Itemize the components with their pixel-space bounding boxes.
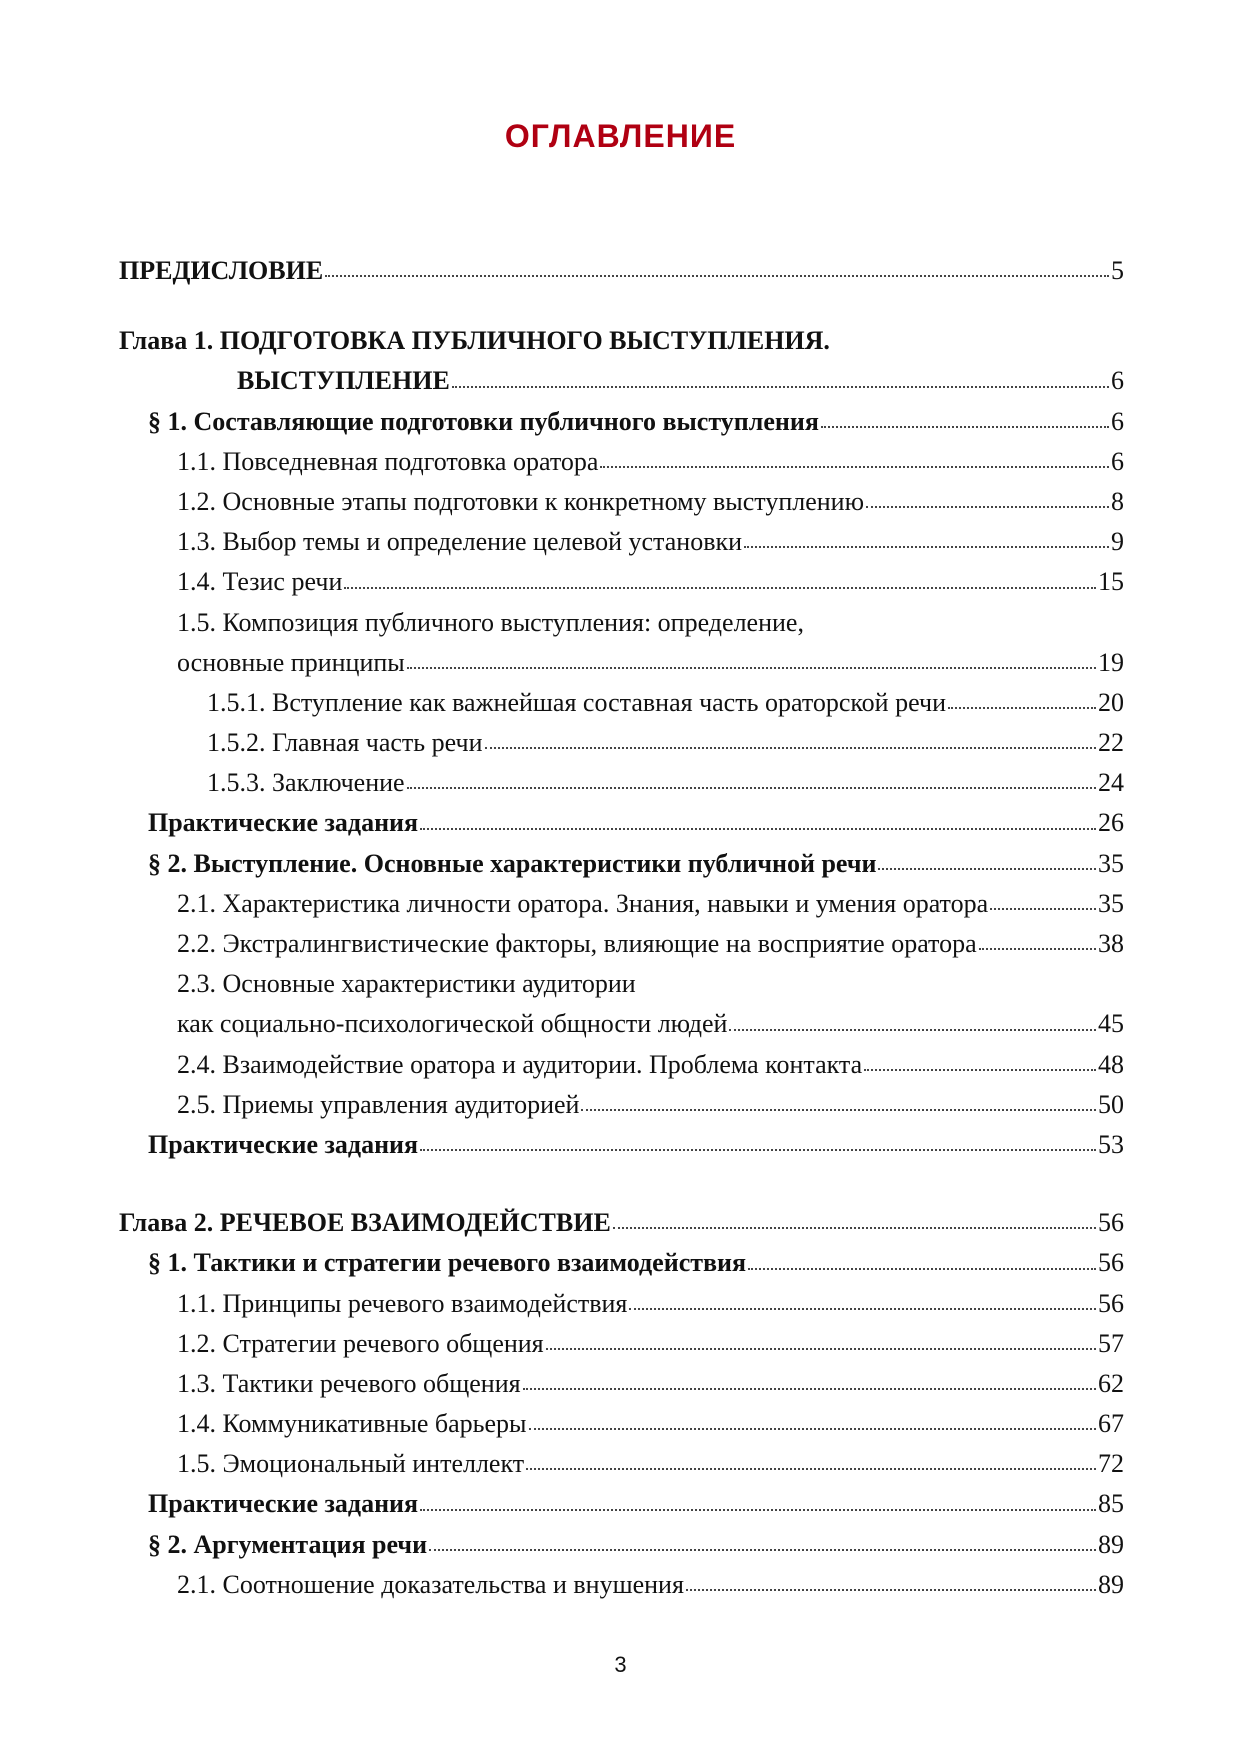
- toc-entry-title: Практические задания: [148, 1489, 419, 1519]
- toc-entry-title: 2.2. Экстралингвистические факторы, влияющие на восприятие оратора: [177, 929, 977, 958]
- toc-entry-page: 53: [1098, 1129, 1124, 1159]
- toc-leader-dots: [429, 1549, 1096, 1551]
- page-number: 3: [614, 1652, 627, 1677]
- toc-leader-dots: [485, 747, 1096, 749]
- toc-entry-page: 35: [1098, 848, 1124, 878]
- toc-entry-title: ВЫСТУПЛЕНИЕ: [237, 366, 450, 396]
- toc-entry: [119, 1364, 1124, 1404]
- toc-entry-title: 1.3. Тактики речевого общения: [177, 1368, 521, 1398]
- toc-entry-page: 85: [1098, 1489, 1124, 1519]
- toc-entry-title: ПРЕДИСЛОВИЕ: [119, 256, 324, 285]
- toc-leader-dots: [546, 1348, 1096, 1350]
- toc-entry-page: 26: [1098, 808, 1124, 838]
- toc-leader-dots: [420, 828, 1096, 830]
- toc-entry-page: 24: [1098, 768, 1124, 798]
- toc-entry: [119, 803, 1124, 843]
- toc-leader-dots: [407, 667, 1096, 669]
- toc-entry: [119, 1324, 1124, 1364]
- toc-entry-title: основные принципы: [177, 647, 405, 677]
- toc-leader-dots: [686, 1589, 1096, 1591]
- toc-entry: [119, 964, 1124, 1004]
- toc-entry-title: 1.1. Принципы речевого взаимодействия: [177, 1288, 628, 1318]
- toc-leader-dots: [990, 908, 1096, 910]
- toc-entry: [119, 1243, 1124, 1283]
- toc-leader-dots: [452, 386, 1109, 388]
- toc-entry: [119, 562, 1124, 602]
- toc-entry: [119, 442, 1124, 482]
- toc-entry-title: 2.3. Основные характеристики аудитории: [177, 969, 636, 999]
- toc-entry-title: 1.5.3. Заключение: [207, 768, 405, 798]
- toc-entry-title: 1.4. Тезис речи: [177, 567, 343, 597]
- toc-entry-title: 1.5. Эмоциональный интеллект: [177, 1449, 525, 1479]
- toc-entry: [119, 1444, 1124, 1484]
- toc-entry-page: 15: [1098, 567, 1124, 597]
- toc-leader-dots: [613, 1227, 1096, 1229]
- toc-entry-page: 56: [1098, 1208, 1124, 1238]
- toc-entry-title: 2.4. Взаимодействие оратора и аудитории. Проблема контакта: [177, 1049, 863, 1079]
- toc-entry-title: 1.3. Выбор темы и определение целевой установки: [177, 527, 743, 557]
- toc-entry-page: 9: [1111, 527, 1124, 557]
- toc-leader-dots: [420, 1509, 1096, 1511]
- toc-entry: [119, 522, 1124, 562]
- toc-entry: [119, 763, 1124, 803]
- toc-entry: [119, 683, 1124, 723]
- toc-entry-page: 6: [1111, 446, 1124, 476]
- toc-entry-page: 6: [1111, 366, 1124, 396]
- toc-entry: [119, 1525, 1124, 1565]
- toc-leader-dots: [948, 707, 1096, 709]
- toc-entry: [119, 321, 1124, 361]
- toc-entry-page: 57: [1098, 1328, 1124, 1358]
- toc-leader-dots: [325, 275, 1109, 277]
- toc-entry-title: Глава 1. ПОДГОТОВКА ПУБЛИЧНОГО ВЫСТУПЛЕНИЯ.: [119, 326, 830, 356]
- toc-entry: [119, 723, 1124, 763]
- toc-leader-dots: [581, 1109, 1096, 1111]
- toc-entry-title: 2.1. Характеристика личности оратора. Знания, навыки и умения оратора: [177, 888, 989, 918]
- toc-leader-dots: [878, 868, 1096, 870]
- toc-entry-title: § 2. Выступление. Основные характеристики публичной речи: [148, 848, 877, 878]
- toc-entry-page: 35: [1098, 888, 1124, 918]
- toc-entry: [119, 482, 1124, 522]
- toc-entry-title: Практические задания: [148, 808, 419, 838]
- toc-entry-page: 38: [1098, 929, 1124, 958]
- toc-entry-page: 8: [1111, 486, 1124, 516]
- toc-entry-page: 56: [1098, 1288, 1124, 1318]
- toc-entry: [119, 1045, 1124, 1085]
- toc-entry-title: 1.5.2. Главная часть речи: [207, 728, 483, 758]
- toc-entry-title: 1.1. Повседневная подготовка оратора: [177, 446, 599, 476]
- toc-entry-page: 19: [1098, 647, 1124, 677]
- toc-leader-dots: [864, 1069, 1096, 1071]
- toc-entry: [119, 1125, 1124, 1165]
- toc-entry: [119, 402, 1124, 442]
- toc-entry-page: 67: [1098, 1409, 1124, 1439]
- toc-leader-dots: [744, 546, 1109, 548]
- toc-entry: [119, 1203, 1124, 1243]
- toc-entry: [119, 643, 1124, 683]
- toc-entry-title: § 2. Аргументация речи: [148, 1529, 428, 1559]
- toc-entry: [119, 1004, 1124, 1044]
- toc-entry-title: Практические задания: [148, 1129, 419, 1159]
- toc-leader-dots: [407, 787, 1096, 789]
- toc-entry: [119, 1284, 1124, 1324]
- toc-leader-dots: [979, 948, 1096, 950]
- toc-entry-title: § 1. Тактики и стратегии речевого взаимодействия: [148, 1248, 747, 1278]
- toc-entry-page: 72: [1098, 1449, 1124, 1479]
- toc-leader-dots: [729, 1029, 1096, 1031]
- toc-entry-page: 22: [1098, 728, 1124, 758]
- toc-leader-dots: [529, 1428, 1096, 1430]
- toc-leader-dots: [629, 1308, 1096, 1310]
- toc-entry-title: 1.5. Композиция публичного выступления: определение,: [177, 607, 804, 637]
- toc-entry: [119, 1404, 1124, 1444]
- toc-entry: [119, 361, 1124, 401]
- toc-entry-title: 2.1. Соотношение доказательства и внушения: [177, 1569, 684, 1599]
- toc-entry-page: 6: [1111, 406, 1124, 436]
- toc-entry: [119, 884, 1124, 924]
- page-title: ОГЛАВЛЕНИЕ: [504, 118, 737, 154]
- toc-leader-dots: [420, 1149, 1096, 1151]
- toc-leader-dots: [821, 426, 1109, 428]
- toc-leader-dots: [866, 506, 1109, 508]
- toc-leader-dots: [523, 1388, 1096, 1390]
- toc-entry-title: 1.2. Основные этапы подготовки к конкретному выступлению: [177, 486, 865, 516]
- toc-entry: [119, 251, 1124, 291]
- toc-entry: [119, 1484, 1124, 1524]
- toc-entry: [119, 924, 1124, 964]
- toc-entry-page: 20: [1098, 687, 1124, 717]
- toc-leader-dots: [748, 1268, 1096, 1270]
- toc-entry-page: 45: [1098, 1009, 1124, 1039]
- toc-entry-title: как социально-психологической общности людей: [177, 1009, 728, 1039]
- toc-entry: [119, 1085, 1124, 1125]
- toc-entry-title: § 1. Составляющие подготовки публичного выступления: [148, 406, 819, 436]
- toc-leader-dots: [344, 587, 1096, 589]
- toc-entry-page: 48: [1098, 1049, 1124, 1079]
- toc-entry-title: 2.5. Приемы управления аудиторией: [177, 1089, 580, 1119]
- toc-entry: [119, 603, 1124, 643]
- toc-entry-page: 56: [1098, 1248, 1124, 1278]
- toc-entry-page: 89: [1098, 1529, 1124, 1559]
- toc-entry-page: 89: [1098, 1569, 1124, 1599]
- toc-entry-title: 1.2. Стратегии речевого общения: [177, 1328, 544, 1358]
- toc-entry-title: Глава 2. РЕЧЕВОЕ ВЗАИМОДЕЙСТВИЕ: [119, 1208, 611, 1238]
- toc-entry-page: 62: [1098, 1368, 1124, 1398]
- toc-entry-page: 50: [1098, 1089, 1124, 1119]
- toc-leader-dots: [526, 1468, 1096, 1470]
- toc-entry-title: 1.4. Коммуникативные барьеры: [177, 1409, 527, 1439]
- toc-leader-dots: [600, 466, 1109, 468]
- toc-entry-title: 1.5.1. Вступление как важнейшая составная часть ораторской речи: [207, 687, 946, 717]
- toc-entry: [119, 844, 1124, 884]
- toc-entry-page: 5: [1111, 256, 1124, 285]
- table-of-contents: [119, 251, 1124, 1605]
- toc-entry: [119, 1565, 1124, 1605]
